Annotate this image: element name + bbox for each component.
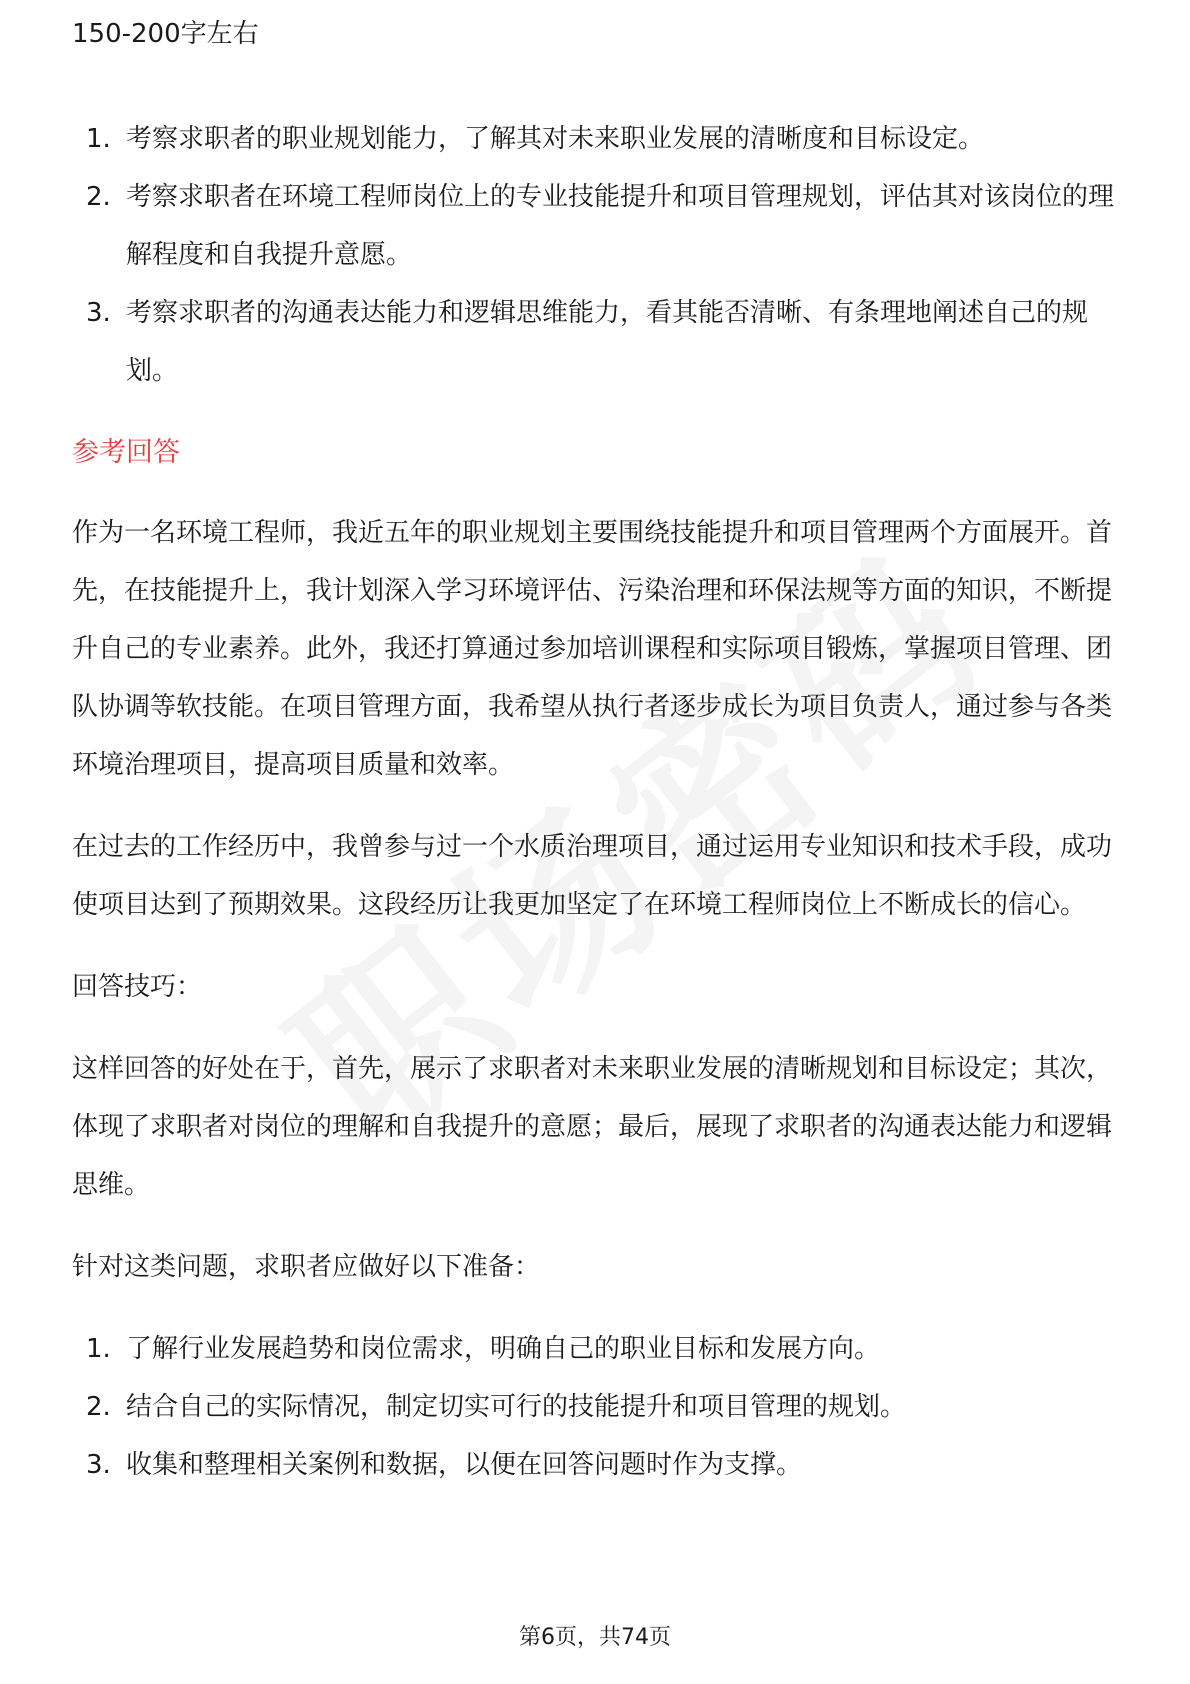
tips-heading: 回答技巧： bbox=[72, 972, 203, 1002]
list-item-text: 考察求职者的职业规划能力，了解其对未来职业发展的清晰度和目标设定。 bbox=[126, 124, 985, 154]
tips-paragraph: 这样回答的好处在于，首先，展示了求职者对未来职业发展的清晰规划和目标设定；其次，体现了求职者对岗位的理解和自我提升的意愿；最后，展现了求职者的沟通表达能力和逻辑思维。 bbox=[72, 1054, 1113, 1200]
list-item bbox=[72, 168, 1120, 284]
prep-points-list bbox=[72, 1320, 1120, 1494]
list-number: 1. bbox=[86, 1334, 111, 1364]
list-item-text: 考察求职者在环境工程师岗位上的专业技能提升和项目管理规划，评估其对该岗位的理解程度和自我提升意愿。 bbox=[126, 182, 1115, 270]
list-number: 1. bbox=[86, 124, 111, 154]
reference-answer-heading: 参考回答 bbox=[72, 437, 180, 468]
list-number: 2. bbox=[86, 1392, 111, 1422]
list-item bbox=[72, 1378, 1120, 1436]
list-item-text: 考察求职者的沟通表达能力和逻辑思维能力，看其能否清晰、有条理地阐述自己的规划。 bbox=[126, 298, 1089, 386]
list-number: 2. bbox=[86, 182, 111, 212]
answer-paragraph: 在过去的工作经历中，我曾参与过一个水质治理项目，通过运用专业知识和技术手段，成功使项目达到了预期效果。这段经历让我更加坚定了在环境工程师岗位上不断成长的信心。 bbox=[72, 832, 1113, 920]
list-item bbox=[72, 1320, 1120, 1378]
list-item bbox=[72, 284, 1120, 400]
list-item-text: 结合自己的实际情况，制定切实可行的技能提升和项目管理的规划。 bbox=[126, 1392, 907, 1422]
list-item-text: 了解行业发展趋势和岗位需求，明确自己的职业目标和发展方向。 bbox=[126, 1334, 881, 1364]
prep-heading: 针对这类问题，求职者应做好以下准备： bbox=[72, 1252, 541, 1282]
page-number-footer: 第6页，共74页 bbox=[519, 1625, 671, 1650]
list-number: 3. bbox=[86, 1450, 111, 1480]
top-fragment-text: 150-200字左右 bbox=[72, 19, 259, 49]
main-content bbox=[72, 110, 1120, 1494]
list-item bbox=[72, 110, 1120, 168]
list-number: 3. bbox=[86, 298, 111, 328]
answer-paragraph: 作为一名环境工程师，我近五年的职业规划主要围绕技能提升和项目管理两个方面展开。首先，在技能提升上，我计划深入学习环境评估、污染治理和环保法规等方面的知识，不断提升自己的专业素养。此外，我还打算通过参加培训课程和实际项目锻炼，掌握项目管理、团队协调等软技能。在项目管理方面，我希望从执行者逐步成长为项目负责人，通过参与各类环境治理项目，提高项目质量和效率。 bbox=[72, 518, 1113, 780]
list-item bbox=[72, 1436, 1120, 1494]
cut-off-top-line bbox=[72, 19, 259, 64]
evaluation-points-list bbox=[72, 110, 1120, 400]
list-item-text: 收集和整理相关案例和数据，以便在回答问题时作为支撑。 bbox=[126, 1450, 803, 1480]
